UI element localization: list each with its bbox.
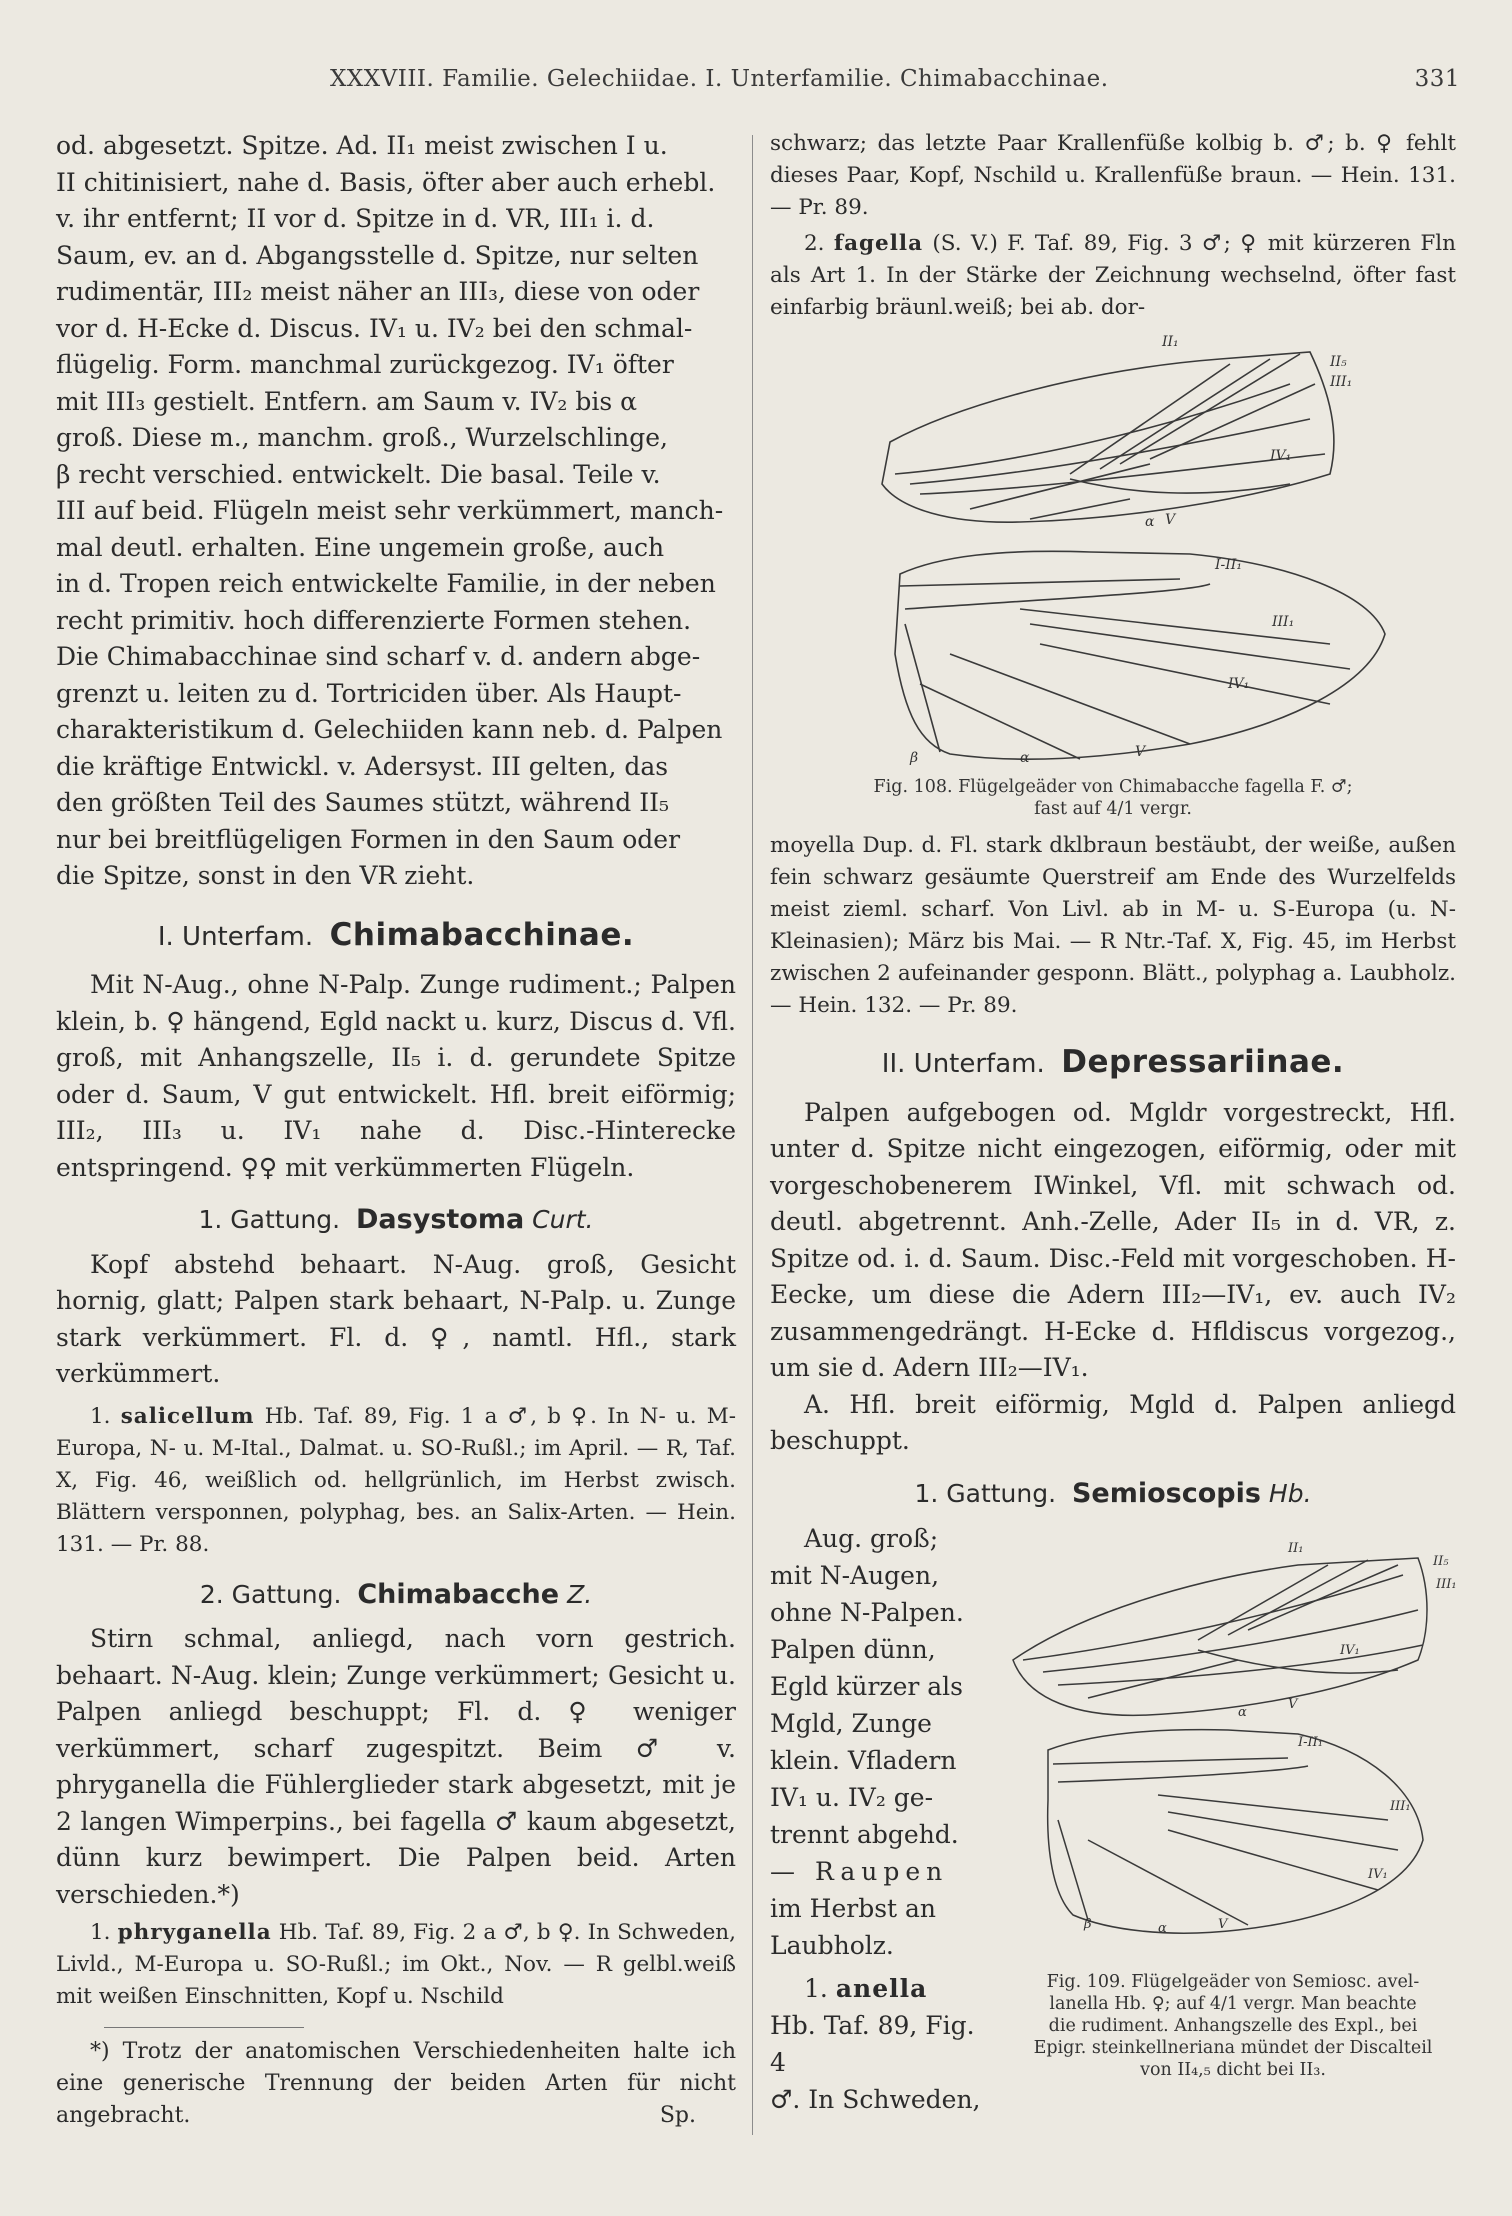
genus-description-narrow	[770, 1520, 988, 2118]
label-V: V	[1218, 1917, 1228, 1932]
text-line: die kräftige Entwickl. v. Adersyst. III gelten, das	[56, 751, 669, 781]
label-alpha: α	[1158, 1921, 1167, 1936]
wing-venation-figure-108	[770, 324, 1456, 776]
text-line: Palpen dünn,	[770, 1635, 936, 1664]
text-line: II chitinisiert, nahe d. Basis, öfter aber auch erhebl.	[56, 167, 716, 197]
text-line: Egld kürzer als	[770, 1672, 963, 1701]
label-III1: III₁	[1330, 374, 1353, 390]
genus-heading-chimabacche	[56, 1577, 736, 1614]
genus-description: Stirn schmal, anliegd, nach vorn gestrich. behaart. N-Aug. klein; Zunge verkümmert; Gesicht u. Palpen anliegd beschuppt; Fl. d. ♀ weniger verkümmert, scharf zugespitzt. Beim ♂ v. phryganella die Fühlerglieder stark abgesetzt, mit je 2 langen Wimperpins., bei fagella ♂ kaum abgesetzt, dünn kurz bewimpert. Die Palpen beid. Arten verschieden.*)	[56, 1624, 736, 1909]
figure-108-caption-line: fast auf 4/1 vergr.	[1034, 799, 1192, 819]
wing-venation-figure-109	[998, 1520, 1468, 1960]
label-alpha: α	[1145, 514, 1155, 530]
species-text: Hb. Taf. 89, Fig. 2 a ♂, b ♀. In Schweden, Livld., M-Europa u. SO-Rußl.; im Okt., Nov. — R gelbl.weiß mit weißen Einschnitten, Kopf u. Nschild	[56, 1920, 736, 2009]
text-line: Die Chimabacchinae sind scharf v. d. andern abge-	[56, 642, 701, 671]
figure-109-caption-line: die rudiment. Anhangszelle des Expl., bei	[1048, 2015, 1418, 2036]
column-divider	[752, 135, 753, 2135]
genus-heading-semioscopis	[770, 1476, 1456, 1513]
text-line: v. ihr entfernt; II vor d. Spitze in d. VR, III₁ i. d.	[56, 204, 655, 233]
figure-109-caption-line: von II₄,₅ dicht bei II₃.	[1140, 2059, 1326, 2080]
subfamily-heading-chimabacchinae	[56, 917, 736, 956]
continued-text: schwarz; das letzte Paar Krallenfüße kolbig b. ♂; b. ♀ fehlt dieses Paar, Kopf, Nschild u. Krallenfüße braun. — Hein. 131. — Pr. 89.	[770, 131, 1456, 220]
text-line: β recht verschied. entwickelt. Die basal. Teile v.	[56, 459, 661, 489]
genus-heading-dasystoma	[56, 1202, 736, 1239]
label-IV1: IV₁	[1228, 676, 1250, 692]
subfamily-prefix: II. Unterfam.	[881, 1049, 1045, 1079]
species-name: phryganella	[117, 1920, 272, 1945]
semioscopis-block	[770, 1520, 1456, 2118]
species-entry-phryganella	[56, 1917, 736, 2013]
subfamily-description: Palpen aufgebogen od. Mgldr vorgestreckt, Hfl. unter d. Spitze nicht eingezogen, eiförmig, oder mit vorgeschobenerem IWinkel, Vfl. mit schwach od. deutl. abgetrennt. Anh.-Zelle, Ader II₅ in d. VR, z. Spitze od. i. d. Saum. Disc.-Feld mit vorgeschoben. H-Eecke, um diese die Adern III₂—IV₁, ev. auch IV₂ zusammengedrängt. H-Ecke d. Hfldiscus vorgezog., um sie d. Adern III₂—IV₁.	[770, 1097, 1456, 1382]
figure-109-caption-line: Fig. 109. Flügelgeäder von Semiosc. avel-	[1046, 1971, 1420, 1992]
label-beta: β	[1084, 1917, 1092, 1932]
text-line: vor d. H-Ecke d. Discus. IV₁ u. IV₂ bei den schmal-	[56, 313, 693, 343]
label-I-II1: I-II₁	[1298, 1735, 1324, 1750]
text-line: im Herbst an	[770, 1894, 937, 1923]
label-II5: II₅	[1330, 354, 1347, 370]
genus-prefix: 1. Gattung.	[198, 1205, 341, 1234]
label-I-II1: I-II₁	[1215, 557, 1242, 573]
genus-description: Kopf abstehd behaart. N-Aug. groß, Gesicht hornig, glatt; Palpen stark behaart, N-Palp. u. Zunge stark verkümmert. Fl. d. ♀, namtl. Hfl., stark verkümmert.	[56, 1249, 736, 1388]
species-number: 1.	[90, 1403, 111, 1429]
genus-name: Semioscopis	[1071, 1477, 1261, 1509]
label-IV1: IV₁	[1368, 1867, 1388, 1882]
running-head-title: XXXVIII. Familie. Gelechiidae. I. Unterfamilie. Chimabacchinae.	[330, 66, 1109, 92]
section-a-text: A. Hfl. breit eiförmig, Mgld d. Palpen anliegd beschuppt.	[770, 1389, 1456, 1455]
figure-108	[770, 324, 1456, 820]
genus-prefix: 1. Gattung.	[914, 1478, 1057, 1508]
label-beta: β	[910, 750, 919, 766]
species-number: 2.	[804, 231, 825, 256]
text-line: IV₁ u. IV₂ ge-	[770, 1783, 934, 1812]
species-entry-anella	[770, 1970, 988, 2007]
text-line: charakteristikum d. Gelechiiden kann neb. d. Palpen	[56, 715, 723, 744]
fagella-continued-text: moyella Dup. d. Fl. stark dklbraun bestäubt, der weiße, außen fein schwarz gesäumte Querstreif am Ende des Wurzelfelds meist zieml. scharf. Von Livl. ab in M- u. S-Europa (u. N-Kleinasien); März bis Mai. — R Ntr.-Taf. X, Fig. 45, im Herbst zwischen 2 aufeinander gesponn. Blätt., polyphag a. Laubholz. — Hein. 132. — Pr. 89.	[770, 833, 1456, 1018]
text-line: ohne N-Palpen.	[770, 1598, 964, 1627]
text-line: trennt abgehd.	[770, 1820, 959, 1849]
genus-author: Z.	[567, 1579, 593, 1609]
hindwing-drawing	[895, 551, 1385, 759]
text-line: mal deutl. erhalten. Eine ungemein große, auch	[56, 532, 665, 562]
genus-name: Dasystoma	[356, 1204, 525, 1235]
figure-108-caption-line: Fig. 108. Flügelgeäder von Chimabacche fagella F. ♂;	[873, 777, 1353, 797]
footnote	[56, 2036, 736, 2132]
species-name: salicellum	[120, 1403, 255, 1429]
text-line: groß. Diese m., manchm. groß., Wurzelschlinge,	[56, 423, 668, 452]
label-alpha: α	[1020, 750, 1030, 766]
label-V: V	[1288, 1697, 1298, 1712]
figure-109-caption-line: lanella Hb. ♀; auf 4/1 vergr. Man beachte	[1049, 1993, 1417, 2014]
footnote-signature: Sp.	[659, 2103, 696, 2128]
left-column	[56, 128, 736, 2132]
page-number: 331	[1414, 66, 1460, 92]
intro-paragraph	[56, 128, 736, 895]
text-line: Hb. Taf. 89, Fig. 4	[770, 2011, 975, 2077]
label-IV1: IV₁	[1340, 1643, 1360, 1658]
text-line: recht primitiv. hoch differenzierte Formen stehen.	[56, 605, 692, 635]
hindwing-drawing	[1048, 1730, 1423, 1933]
label-V: V	[1165, 512, 1176, 528]
forewing-drawing	[882, 352, 1334, 522]
label-II1: II₁	[1162, 334, 1179, 350]
subfamily-prefix: I. Unterfam.	[157, 921, 314, 952]
footnote-text: *) Trotz der anatomischen Verschiedenheiten halte ich eine generische Trennung der beiden Arten für nicht angebracht.	[56, 2039, 736, 2128]
text-line: flügelig. Form. manchmal zurückgezog. IV₁ öfter	[56, 350, 674, 379]
text-line: — Raupen	[770, 1857, 949, 1886]
species-text: Hb. Taf. 89, Fig. 1 a ♂, b ♀. In N- u. M-Europa, N- u. M-Ital., Dalmat. u. SO-Rußl.; im April. — R, Taf. X, Fig. 46, weißlich od. hellgrünlich, im Herbst zwisch. Blättern versponnen, polyphag, bes. an Salix-Arten. — Hein. 131. — Pr. 88.	[56, 1403, 736, 1557]
forewing-drawing	[1013, 1558, 1427, 1715]
label-III1: III₁	[1272, 614, 1295, 630]
label-II1: II₁	[1288, 1541, 1304, 1556]
label-V: V	[1135, 744, 1146, 760]
text-line: Saum, ev. an d. Abgangsstelle d. Spitze, nur selten	[56, 240, 699, 270]
subfamily-description: Mit N-Aug., ohne N-Palp. Zunge rudiment.; Palpen klein, b. ♀ hängend, Egld nackt u. kurz, Discus d. Vfl. groß, mit Anhangszelle, II₅ i. d. gerundete Spitze oder d. Saum, V gut entwickelt. Hfl. breit eiförmig; III₂, III₃ u. IV₁ nahe d. Disc.-Hinterecke entspringend. ♀♀ mit verkümmerten Flügeln.	[56, 970, 736, 1182]
figure-labels	[1083, 1541, 1457, 1936]
label-alpha: α	[1238, 1705, 1247, 1720]
species-name: fagella	[833, 231, 924, 256]
text-line: ♂. In Schweden,	[770, 2085, 981, 2114]
species-entry-fagella	[770, 228, 1456, 324]
figure-109	[998, 1520, 1468, 2081]
label-IV1: IV₁	[1270, 448, 1292, 464]
text-line: mit N-Augen,	[770, 1561, 940, 1590]
text-line: in d. Tropen reich entwickelte Familie, in der neben	[56, 569, 716, 598]
label-III1: III₁	[1436, 1577, 1457, 1592]
subfamily-name: Depressariinae.	[1061, 1044, 1345, 1080]
figure-109-caption-line: Epigr. steinkellneriana mündet der Discalteil	[1033, 2037, 1433, 2058]
text-line: den größten Teil des Saumes stützt, während II₅	[56, 788, 670, 817]
species-text: (S. V.) F. Taf. 89, Fig. 3 ♂; ♀ mit kürzeren Fln als Art 1. In der Stärke der Zeichnung wechselnd, öfter fast einfarbig bräunl.weiß; bei ab. dor-	[770, 231, 1456, 320]
species-entry-salicellum	[56, 1401, 736, 1561]
genus-author: Hb.	[1268, 1478, 1312, 1508]
text-line: III auf beid. Flügeln meist sehr verkümmert, manch-	[56, 496, 724, 525]
label-III1: III₁	[1390, 1799, 1411, 1814]
genus-prefix: 2. Gattung.	[199, 1579, 342, 1609]
subfamily-heading-depressariinae	[770, 1044, 1456, 1083]
genus-author: Curt.	[532, 1205, 594, 1234]
text-line: grenzt u. leiten zu d. Tortriciden über. Als Haupt-	[56, 678, 682, 708]
text-line: od. abgesetzt. Spitze. Ad. II₁ meist zwischen I u.	[56, 131, 668, 160]
genus-name: Chimabacche	[357, 1578, 560, 1610]
text-line: Mgld, Zunge	[770, 1709, 932, 1738]
label-II5: II₅	[1433, 1554, 1449, 1569]
text-line: rudimentär, III₂ meist näher an III₃, diese von oder	[56, 277, 700, 306]
text-line: Aug. groß;	[804, 1524, 939, 1553]
text-line: mit III₃ gestielt. Entfern. am Saum v. IV₂ bis α	[56, 386, 638, 416]
right-column	[770, 128, 1456, 2118]
figure-labels	[909, 334, 1352, 766]
species-name: anella	[835, 1974, 928, 2003]
subfamily-name: Chimabacchinae.	[329, 916, 635, 953]
species-number: 1.	[804, 1974, 828, 2003]
species-number: 1.	[90, 1920, 111, 1945]
footnote-rule	[104, 2027, 304, 2028]
text-line: Laubholz.	[770, 1931, 894, 1960]
text-line: nur bei breitflügeligen Formen in den Saum oder	[56, 824, 681, 854]
text-line: die Spitze, sonst in den VR zieht.	[56, 861, 475, 890]
text-line: klein. Vfladern	[770, 1746, 957, 1775]
